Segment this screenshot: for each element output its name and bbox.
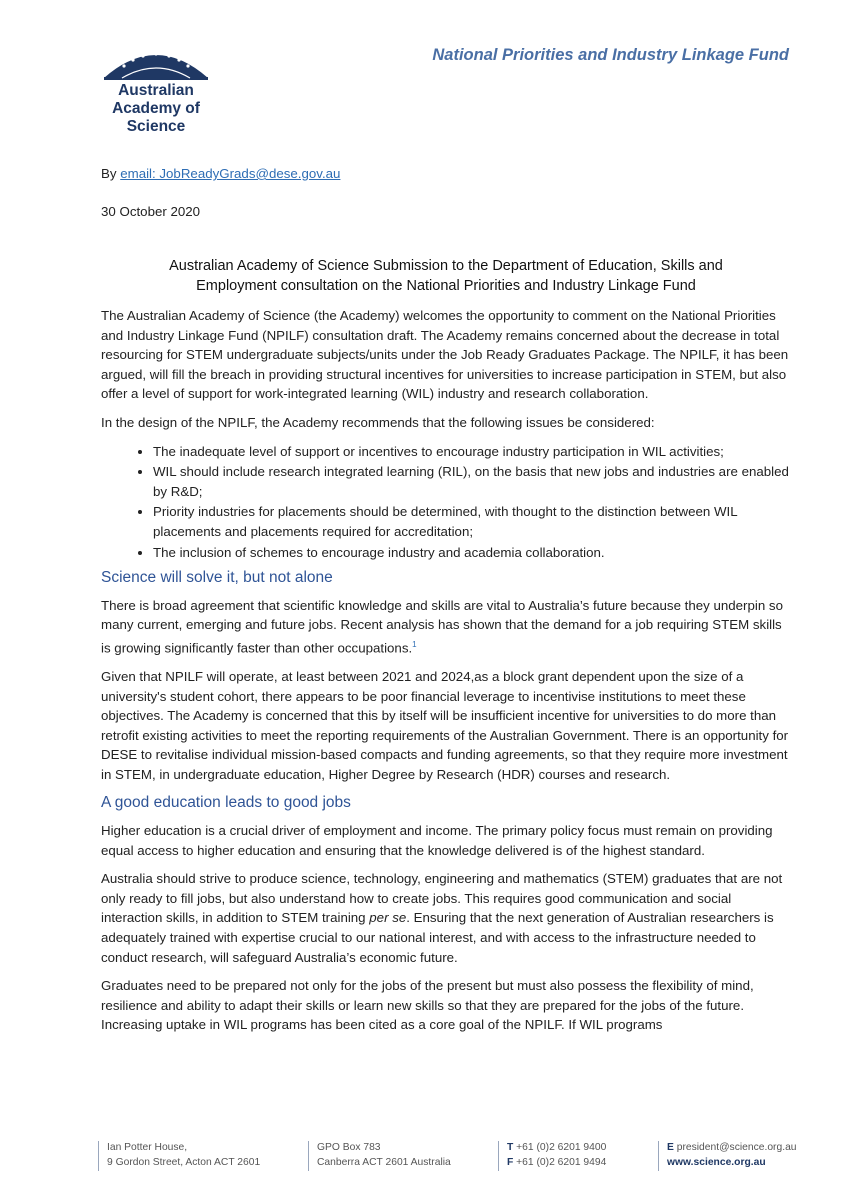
science-paragraph-2: Given that NPILF will operate, at least between 2021 and 2024,as a block grant dependent upon the size of a university's student cohort, there appears to be poor financial leverage to incentivise institutions to meet these objectives. The Academy is concerned that this by itself will be insufficient incentive for universities to do more than retrofit existing activities to meet the reporting requirements of the Australian Government. There is an opportunity for DESE to revitalise individual mission-based compacts and funding agreements, so that they require more investment in STEM, in undergraduate education, Higher Degree by Research (HDR) courses and research.	[101, 668, 789, 782]
education-paragraph-1: Higher education is a crucial driver of employment and income. The primary policy focus must remain on providing equal access to higher education and ensuring that the knowledge delivered is of the highest standard.	[101, 823, 773, 858]
education-paragraph-2	[101, 869, 791, 967]
logo-line-1: Australian	[118, 82, 194, 99]
email-value: president@science.org.au	[673, 1142, 797, 1153]
recommendation-list	[101, 442, 791, 563]
list-item: • The inadequate level of support or incentives to encourage industry participation in WIL activities;	[153, 442, 791, 462]
dome-emblem-icon	[102, 46, 210, 82]
footer-telephone	[507, 1141, 606, 1156]
fax-value: +61 (0)2 6201 9494	[513, 1156, 607, 1168]
section-heading-science: Science will solve it, but not alone	[101, 569, 333, 587]
by-line	[101, 164, 791, 184]
letter-date: 30 October 2020	[101, 204, 201, 219]
email-link[interactable]: email: JobReadyGrads@dese.gov.au	[120, 166, 341, 181]
science-paragraph-1-text: There is broad agreement that scientific knowledge and skills are vital to Australia’s future because they underpin so many current, emerging and future jobs. Recent analysis has shown that the demand for a job requiring STEM skills is growing significantly faster than other occupations.	[101, 597, 783, 656]
title-line-2: Employment consultation on the National Priorities and Industry Linkage Fund	[196, 278, 696, 294]
science-paragraph-1	[101, 596, 791, 658]
section-heading-education: A good education leads to good jobs	[101, 794, 351, 812]
footer-address	[98, 1141, 260, 1171]
academy-logo	[100, 46, 212, 136]
telephone-label: T	[507, 1142, 514, 1153]
footer-postal-line-1: GPO Box 783	[317, 1142, 381, 1153]
footer-website[interactable]	[667, 1156, 797, 1171]
intro-paragraph-1: The Australian Academy of Science (the Academy) welcomes the opportunity to comment on the National Priorities and Industry Linkage Fund (NPILF) consultation draft. The Academy remains concerned about the decrease in total resourcing for STEM undergraduate subjects/units under the Job Ready Graduates Package. The NPILF, it has been argued, will fill the breach in providing structural incentives for universities to increase participation in STEM, but also offer a level of support for work-integrated learning (WIL) industry and research collaboration.	[101, 308, 789, 402]
email-label: E	[667, 1142, 674, 1153]
footer-contact	[658, 1141, 797, 1171]
list-item: • WIL should include research integrated learning (RIL), on the basis that new jobs and industries are enabled by R&D;	[153, 462, 791, 501]
document-title	[101, 256, 791, 296]
fax-label: F	[507, 1156, 514, 1168]
website-value: www.science.org.au	[667, 1156, 766, 1168]
footer-phone	[498, 1141, 606, 1171]
list-item: • Priority industries for placements should be determined, with thought to the distinction between WIL placements and placements required for accreditation;	[153, 502, 791, 541]
by-prefix: By	[101, 166, 121, 181]
footer-fax	[507, 1156, 606, 1171]
title-line-1: Australian Academy of Science Submission to the Department of Education, Skills and	[169, 258, 723, 274]
telephone-value: +61 (0)2 6201 9400	[513, 1142, 607, 1153]
education-paragraph-2-text-a: Australia should strive to produce science, technology, engineering and mathematics (STEM) graduates that are not only ready to fill jobs, but also understand how to create jobs. This requires good communication and social interaction skills, in addition to STEM training	[101, 871, 783, 926]
page-footer	[98, 1141, 798, 1173]
education-paragraph-2-emphasis: per se	[369, 910, 407, 926]
intro-paragraph-2: In the design of the NPILF, the Academy recommends that the following issues be considered:	[101, 414, 655, 430]
footer-address-line-1: Ian Potter House,	[107, 1142, 188, 1153]
footnote-marker[interactable]: 1	[412, 639, 417, 649]
education-paragraph-2-text-b: . Ensuring that the next generation of Australian researchers is adequately trained with expertise crucial to our national interest, and with access to the infrastructure needed to conduct research, will safeguard Australia’s economic future.	[101, 910, 774, 965]
footer-email[interactable]	[667, 1141, 797, 1156]
education-paragraph-3: Graduates need to be prepared not only for the jobs of the present but must also possess the flexibility of mind, resilience and ability to adapt their skills or learn new skills so that they are prepared for the jobs of the future. Increasing uptake in WIL programs has been cited as a core goal of the NPILF. If WIL programs	[101, 978, 754, 1033]
footer-address-line-2: 9 Gordon Street, Acton ACT 2601	[107, 1156, 261, 1168]
logo-line-2: Academy of	[112, 100, 200, 117]
list-item: • The inclusion of schemes to encourage industry and academia collaboration.	[153, 543, 791, 563]
logo-line-3: Science	[126, 118, 186, 135]
header-title: National Priorities and Industry Linkage Fund	[432, 46, 789, 64]
footer-postal	[308, 1141, 451, 1171]
footer-postal-line-2: Canberra ACT 2601 Australia	[317, 1156, 451, 1168]
main-content	[101, 306, 791, 1044]
